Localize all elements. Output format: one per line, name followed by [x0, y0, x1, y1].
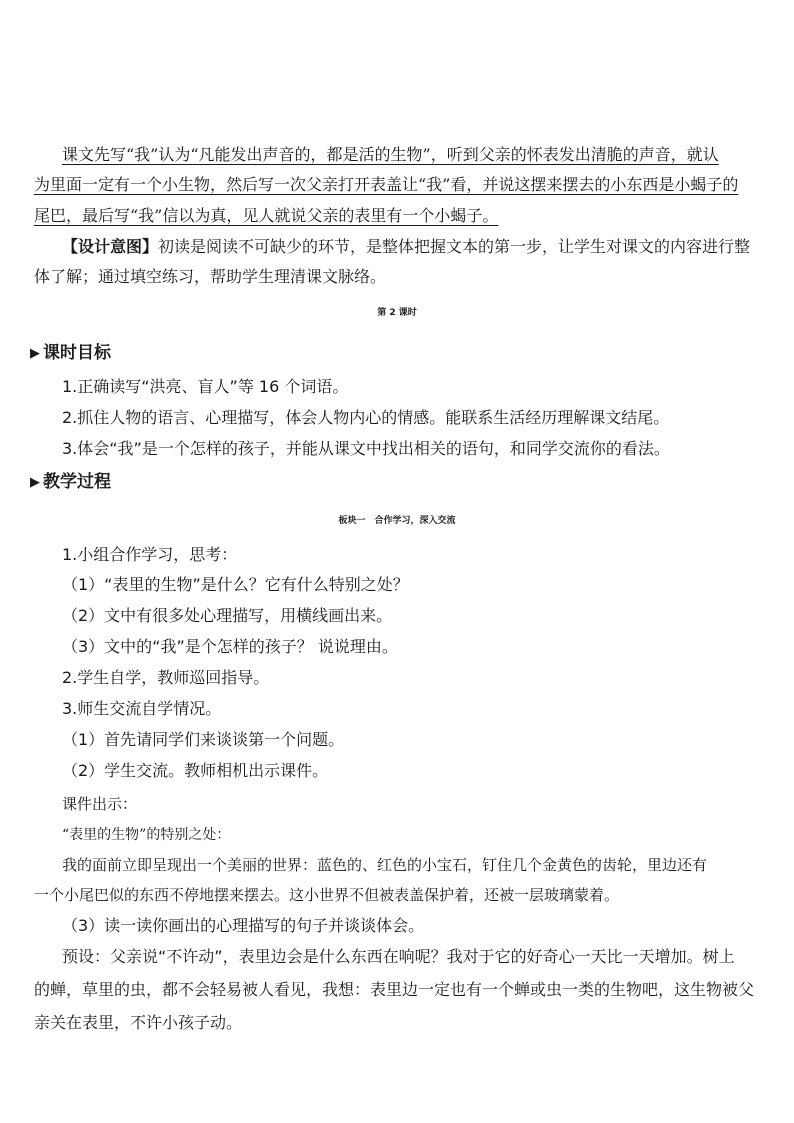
process-question-2: （2）文中有很多处心理描写，用横线画出来。 [62, 606, 393, 625]
quote-line-2: 一个小尾巴似的东西不停地摆来摆去。这小世界不但被表盖保护着，还被一层玻璃蒙着。 [34, 886, 620, 904]
process-step-3-sub-3: （3）读一读你画出的心理描写的句子并谈谈体会。 [62, 916, 425, 935]
section-goals-heading [30, 341, 111, 366]
intro-line-3-text: 尾巴，最后写“我”信以为真，见人就说父亲的表里有一个小蝎子。 [34, 206, 499, 225]
section-goals-title: 课时目标 [43, 343, 111, 363]
block-title: 板块一 合作学习，深入交流 [338, 516, 456, 526]
goal-item-2: 2.抓住人物的语言、心理描写，体会人物内心的情感。能联系生活经历理解课文结尾。 [62, 408, 670, 427]
goal-item-3: 3.体会“我”是一个怎样的孩子，并能从课文中找出相关的语句，和同学交流你的看法。 [62, 439, 670, 458]
goal-item-1: 1.正确读写“洪亮、盲人”等 16 个词语。 [62, 377, 349, 396]
intro-line-1: 课文先写“我”认为“凡能发出声音的，都是活的生物”，听到父亲的怀表发出清脆的声音，就认 [62, 145, 719, 164]
preset-line-2: 的蝉，草里的虫，都不会轻易被人看见，我想：表里边一定也有一个蝉或虫一类的生物吧，这生物被父 [34, 980, 755, 999]
design-intent-label: 【设计意图】 [62, 237, 159, 256]
preset-line-1: 预设：父亲说“不许动”，表里边会是什么东西在响呢？我对于它的好奇心一天比一天增加。树上 [62, 947, 735, 966]
lesson-title: 第 2 课时 [377, 308, 417, 318]
design-intent-line-1 [62, 236, 750, 258]
intro-line-3 [34, 205, 498, 227]
section-process-heading [30, 470, 111, 495]
process-step-3-sub-1: （1）首先请同学们来谈谈第一个问题。 [62, 730, 345, 749]
intro-line-2: 为里面一定有一个小生物，然后写一次父亲打开表盖让“我”看，并说这摆来摆去的小东西是小蝎子的 [34, 175, 739, 194]
design-intent-text-1: 初读是阅读不可缺少的环节，是整体把握文本的第一步，让学生对课文的内容进行整 [158, 237, 751, 256]
quote-title: “表里的生物”的特别之处： [62, 827, 231, 843]
process-question-1: （1）“表里的生物”是什么？它有什么特别之处？ [62, 575, 409, 594]
process-question-3: （3）文中的“我”是个怎样的孩子？ 说说理由。 [62, 637, 398, 656]
process-step-2: 2.学生自学，教师巡回指导。 [62, 668, 270, 687]
process-step-3: 3.师生交流自学情况。 [62, 699, 222, 718]
section-process-title: 教学过程 [43, 472, 111, 492]
triangle-marker-icon: ▶ [30, 475, 40, 490]
process-step-3-sub-2: （2）学生交流。教师相机出示课件。 [62, 761, 329, 780]
preset-line-3: 亲关在表里，不许小孩子动。 [34, 1013, 243, 1032]
process-step-1: 1.小组合作学习，思考： [62, 545, 238, 564]
quote-line-1: 我的面前立即呈现出一个美丽的世界：蓝色的、红色的小宝石，钉住几个金黄色的齿轮，里边还有 [62, 856, 708, 874]
triangle-marker-icon: ▶ [30, 346, 40, 361]
courseware-label: 课件出示： [62, 795, 138, 813]
design-intent-line-2: 体了解；通过填空练习，帮助学生理清课文脉络。 [34, 267, 387, 286]
